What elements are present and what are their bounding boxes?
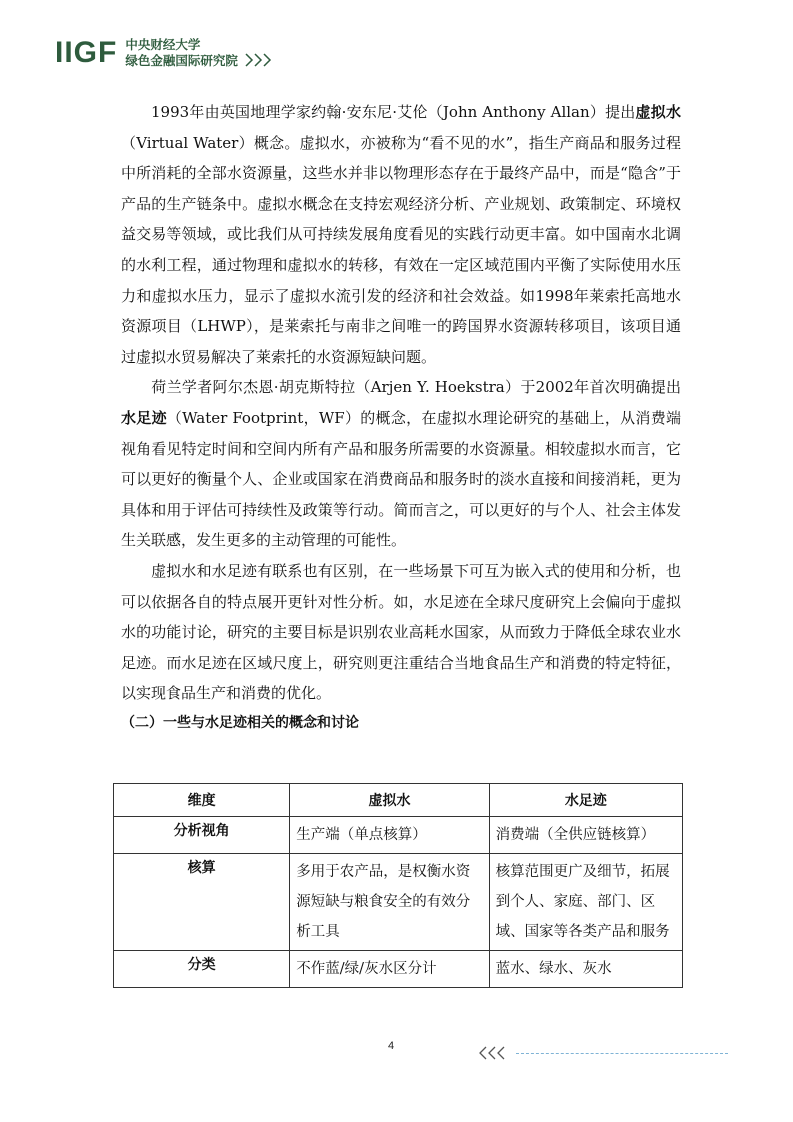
table-header-cell: 虚拟水 (290, 784, 489, 817)
table-cell: 多用于农产品，是权衡水资源短缺与粮食安全的有效分析工具 (290, 854, 489, 951)
page-number: 4 (388, 1040, 395, 1052)
table-dimension-cell: 分类 (114, 951, 290, 988)
paragraph-water-footprint (121, 372, 681, 556)
table-cell: 生产端（单点核算） (290, 817, 489, 854)
chevrons-right-icon (244, 53, 274, 67)
table-cell: 不作蓝/绿/灰水区分计 (290, 951, 489, 988)
page-header (55, 33, 274, 73)
paragraph-comparison (121, 556, 681, 709)
comparison-table (113, 783, 683, 988)
table-header-cell: 水足迹 (489, 784, 682, 817)
footer-dashed-line (516, 1053, 728, 1054)
term-virtual-water: 虚拟水 (635, 103, 681, 121)
table-header-cell: 维度 (114, 784, 290, 817)
org-name-line2: 绿色金融国际研究院 (125, 53, 238, 68)
chevrons-left-icon (478, 1046, 508, 1060)
table-row (114, 817, 683, 854)
paragraph-text: （Water Footprint，WF）的概念，在虚拟水理论研究的基础上，从消费端视角看见特定时间和空间内所有产品和服务所需要的水资源量。相较虚拟水而言，它可以更好的衡量个人、企业或国家在消费商品和服务时的淡水直接和间接消耗，更为具体和用于评估可持续性及政策等行动。简而言之，可以更好的与个人、社会主体发生关联感，发生更多的主动管理的可能性。 (121, 408, 681, 550)
org-name-line1: 中央财经大学 (125, 37, 201, 52)
iigf-logo: IIGF (55, 36, 118, 69)
table-cell: 消费端（全供应链核算） (489, 817, 682, 854)
paragraph-text: 虚拟水和水足迹有联系也有区别，在一些场景下可互为嵌入式的使用和分析，也可以依据各自的特点展开更针对性分析。如，水足迹在全球尺度研究上会偏向于虚拟水的功能讨论，研究的主要目标是识别农业高耗水国家，从而致力于降低全球农业水足迹。而水足迹在区域尺度上，研究则更注重结合当地食品生产和消费的特定特征，以实现食品生产和消费的优化。 (121, 561, 681, 703)
org-name (125, 37, 238, 69)
table-dimension-cell: 分析视角 (114, 817, 290, 854)
table-cell: 核算范围更广及细节，拓展到个人、家庭、部门、区域、国家等各类产品和服务 (489, 854, 682, 951)
table-row (114, 854, 683, 951)
paragraph-text: 荷兰学者阿尔杰恩·胡克斯特拉（Arjen Y. Hoekstra）于2002年首次明确提出 (151, 378, 681, 397)
table-header-row (114, 784, 683, 817)
paragraph-text: 1993年由英国地理学家约翰·安东尼·艾伦（John Anthony Allan）提出 (151, 103, 636, 121)
footer-decoration (478, 1046, 728, 1060)
table-cell: 蓝水、绿水、灰水 (489, 951, 682, 988)
section-title: （二）一些与水足迹相关的概念和讨论 (121, 714, 359, 731)
main-content (121, 97, 681, 734)
paragraph-virtual-water (121, 97, 681, 372)
table-dimension-cell: 核算 (114, 854, 290, 951)
paragraph-text: （Virtual Water）概念。虚拟水，亦被称为“看不见的水”，指生产商品和服务过程中所消耗的全部水资源量，这些水并非以物理形态存在于最终产品中，而是“隐含”于产品的生产链条中。虚拟水概念在支持宏观经济分析、产业规划、政策制定、环境权益交易等领域，或比我们从可持续发展角度看见的实践行动更丰富。如中国南水北调的水利工程，通过物理和虚拟水的转移，有效在一定区域范围内平衡了实际使用水压力和虚拟水压力，显示了虚拟水流引发的经济和社会效益。如1998年莱索托高地水资源项目（LHWP），是莱索托与南非之间唯一的跨国界水资源转移项目，该项目通过虚拟水贸易解决了莱索托的水资源短缺问题。 (121, 133, 681, 366)
term-water-footprint: 水足迹 (121, 408, 167, 427)
table-row (114, 951, 683, 988)
